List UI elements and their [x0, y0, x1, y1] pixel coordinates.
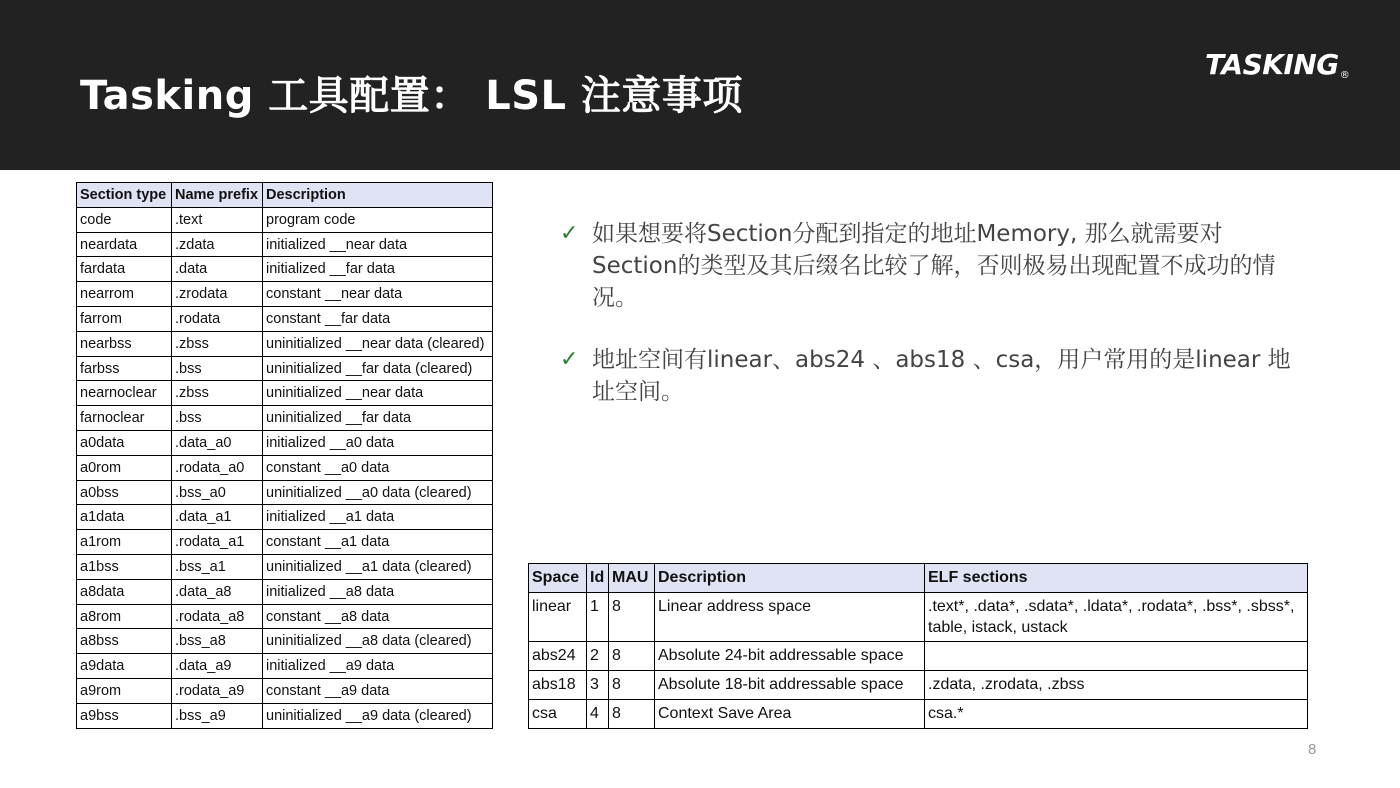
table-cell: constant __near data: [263, 282, 493, 307]
table-cell: a9rom: [77, 678, 172, 703]
table-cell: .bss: [172, 356, 263, 381]
column-header: Description: [263, 183, 493, 208]
table-row: [529, 642, 1308, 671]
check-icon: ✓: [560, 347, 579, 372]
table-cell: .data_a9: [172, 654, 263, 679]
table-cell: a8rom: [77, 604, 172, 629]
table-row: [77, 530, 493, 555]
table-row: [77, 282, 493, 307]
table-cell: initialized __near data: [263, 232, 493, 257]
table-cell: Context Save Area: [655, 700, 925, 729]
table-cell: farbss: [77, 356, 172, 381]
table-cell: fardata: [77, 257, 172, 282]
tasking-logo: [1205, 48, 1349, 81]
table-cell: .bss_a1: [172, 554, 263, 579]
table-cell: csa: [529, 700, 587, 729]
table-cell: .bss_a9: [172, 703, 263, 728]
table-cell: .data_a1: [172, 505, 263, 530]
table-cell: initialized __far data: [263, 257, 493, 282]
table-row: [77, 381, 493, 406]
table-row: [529, 700, 1308, 729]
table-cell: uninitialized __a0 data (cleared): [263, 480, 493, 505]
table-row: [77, 406, 493, 431]
table-cell: Absolute 24-bit addressable space: [655, 642, 925, 671]
table-cell: initialized __a9 data: [263, 654, 493, 679]
table-cell: a1data: [77, 505, 172, 530]
table-cell: Absolute 18-bit addressable space: [655, 671, 925, 700]
table-cell: .zdata: [172, 232, 263, 257]
table-cell: 3: [587, 671, 609, 700]
table-cell: code: [77, 207, 172, 232]
table-cell: .bss: [172, 406, 263, 431]
table-cell: .text*, .data*, .sdata*, .ldata*, .rodata*, .bss*, .sbss*, table, istack, ustack: [925, 593, 1308, 642]
table-cell: .rodata_a8: [172, 604, 263, 629]
table-cell: a1bss: [77, 554, 172, 579]
table-cell: initialized __a8 data: [263, 579, 493, 604]
table-cell: initialized __a1 data: [263, 505, 493, 530]
table-cell: farnoclear: [77, 406, 172, 431]
column-header: Description: [655, 564, 925, 593]
section-type-table: [76, 182, 493, 729]
table-row: [77, 257, 493, 282]
section-table-body: [77, 207, 493, 728]
table-cell: uninitialized __far data (cleared): [263, 356, 493, 381]
table-cell: csa.*: [925, 700, 1308, 729]
table-row: [77, 554, 493, 579]
table-row: [77, 629, 493, 654]
table-row: [77, 331, 493, 356]
table-cell: 2: [587, 642, 609, 671]
table-cell: a9bss: [77, 703, 172, 728]
table-row: [77, 356, 493, 381]
table-cell: 8: [609, 642, 655, 671]
table-row: [77, 430, 493, 455]
table-cell: .rodata_a9: [172, 678, 263, 703]
table-cell: .data: [172, 257, 263, 282]
table-cell: constant __a8 data: [263, 604, 493, 629]
table-row: [77, 654, 493, 679]
column-header: Space: [529, 564, 587, 593]
table-cell: constant __a1 data: [263, 530, 493, 555]
table-row: [77, 207, 493, 232]
table-cell: .zbss: [172, 331, 263, 356]
logo-text: TASKING: [1205, 48, 1339, 81]
table-row: [77, 505, 493, 530]
table-cell: constant __a9 data: [263, 678, 493, 703]
table-cell: Linear address space: [655, 593, 925, 642]
slide-title: Tasking 工具配置： LSL 注意事项: [80, 73, 743, 119]
table-row: [77, 703, 493, 728]
bullet-item: [560, 344, 1295, 408]
table-cell: uninitialized __a1 data (cleared): [263, 554, 493, 579]
table-cell: a0rom: [77, 455, 172, 480]
bullet-text: 如果想要将Section分配到指定的地址Memory, 那么就需要对Section的类型及其后缀名比较了解，否则极易出现配置不成功的情况。: [592, 221, 1276, 311]
bullet-list: [560, 218, 1295, 438]
table-cell: .zbss: [172, 381, 263, 406]
table-cell: a1rom: [77, 530, 172, 555]
table-cell: .zdata, .zrodata, .zbss: [925, 671, 1308, 700]
table-cell: linear: [529, 593, 587, 642]
table-row: [77, 232, 493, 257]
table-cell: uninitialized __a9 data (cleared): [263, 703, 493, 728]
table-cell: [925, 642, 1308, 671]
column-header: ELF sections: [925, 564, 1308, 593]
table-cell: uninitialized __near data: [263, 381, 493, 406]
table-cell: uninitialized __a8 data (cleared): [263, 629, 493, 654]
table-cell: 4: [587, 700, 609, 729]
table-cell: .zrodata: [172, 282, 263, 307]
table-row: [77, 604, 493, 629]
table-cell: nearnoclear: [77, 381, 172, 406]
table-cell: farrom: [77, 306, 172, 331]
table-row: [77, 455, 493, 480]
table-cell: a0bss: [77, 480, 172, 505]
space-table-body: [529, 593, 1308, 729]
column-header: Section type: [77, 183, 172, 208]
check-icon: ✓: [560, 221, 579, 246]
table-cell: .data_a8: [172, 579, 263, 604]
table-cell: uninitialized __far data: [263, 406, 493, 431]
table-cell: abs18: [529, 671, 587, 700]
table-cell: .text: [172, 207, 263, 232]
table-cell: a0data: [77, 430, 172, 455]
bullet-item: [560, 218, 1295, 314]
column-header: Name prefix: [172, 183, 263, 208]
table-cell: nearbss: [77, 331, 172, 356]
registered-mark: ®: [1339, 70, 1350, 81]
table-cell: nearrom: [77, 282, 172, 307]
slide-header: [0, 0, 1400, 170]
table-cell: .rodata_a1: [172, 530, 263, 555]
bullet-text: 地址空间有linear、abs24 、abs18 、csa，用户常用的是linear 地址空间。: [592, 347, 1291, 405]
table-cell: constant __a0 data: [263, 455, 493, 480]
table-cell: .rodata_a0: [172, 455, 263, 480]
column-header: Id: [587, 564, 609, 593]
table-row: [77, 678, 493, 703]
page-number: 8: [1308, 741, 1317, 758]
table-row: [77, 579, 493, 604]
table-cell: .bss_a8: [172, 629, 263, 654]
table-cell: 8: [609, 593, 655, 642]
table-cell: a8bss: [77, 629, 172, 654]
table-cell: abs24: [529, 642, 587, 671]
table-cell: .bss_a0: [172, 480, 263, 505]
table-header-row: [529, 564, 1308, 593]
table-row: [77, 306, 493, 331]
table-cell: initialized __a0 data: [263, 430, 493, 455]
table-cell: .rodata: [172, 306, 263, 331]
table-cell: .data_a0: [172, 430, 263, 455]
table-cell: a9data: [77, 654, 172, 679]
table-cell: neardata: [77, 232, 172, 257]
table-row: [529, 593, 1308, 642]
table-cell: 8: [609, 700, 655, 729]
table-row: [529, 671, 1308, 700]
table-cell: 8: [609, 671, 655, 700]
address-space-table: [528, 563, 1308, 729]
table-cell: constant __far data: [263, 306, 493, 331]
column-header: MAU: [609, 564, 655, 593]
table-cell: uninitialized __near data (cleared): [263, 331, 493, 356]
table-row: [77, 480, 493, 505]
table-cell: a8data: [77, 579, 172, 604]
table-cell: 1: [587, 593, 609, 642]
table-cell: program code: [263, 207, 493, 232]
table-header-row: [77, 183, 493, 208]
